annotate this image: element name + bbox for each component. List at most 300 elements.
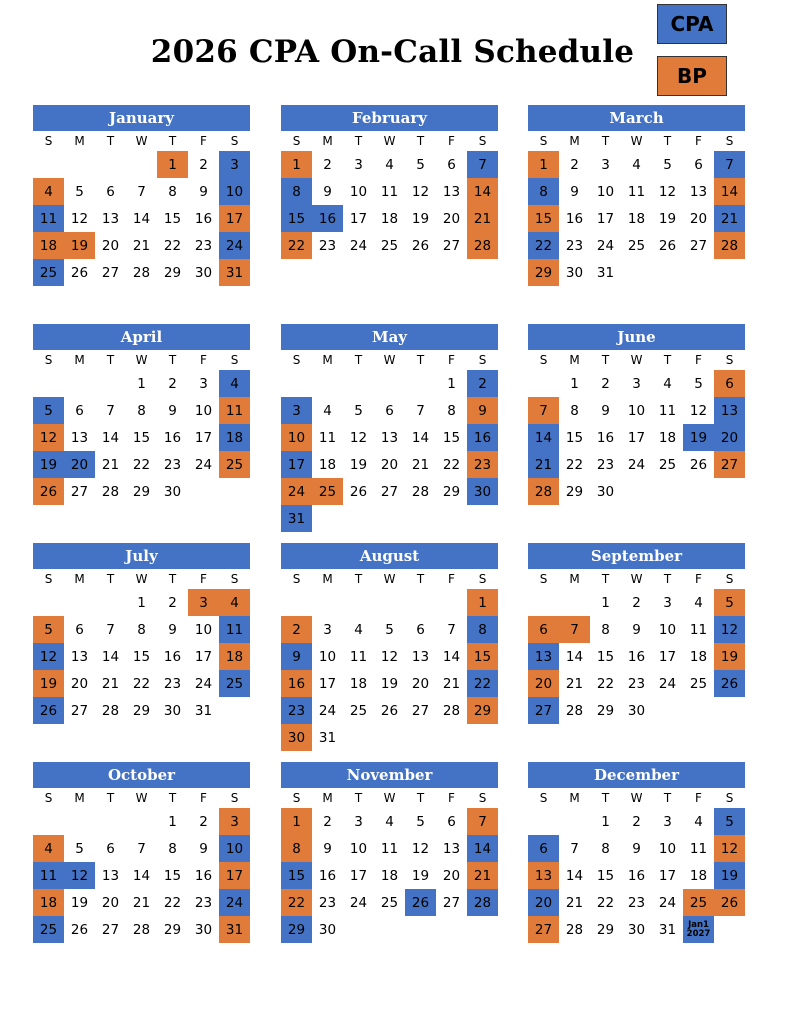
day-cell: 11 xyxy=(33,205,64,232)
day-cell: 28 xyxy=(528,478,559,505)
day-cell: 1 xyxy=(157,151,188,178)
day-cell: 18 xyxy=(689,648,708,665)
day-cell: 27 xyxy=(528,916,559,943)
day-cell: 16 xyxy=(467,424,498,451)
day-grid xyxy=(281,808,498,943)
day-cell: 20 xyxy=(442,867,461,884)
day-cell: 3 xyxy=(601,156,610,173)
day-cell: 12 xyxy=(411,840,430,857)
weekday-label: S xyxy=(539,572,548,586)
day-cell: 13 xyxy=(528,643,559,670)
day-cell: 5 xyxy=(416,156,425,173)
weekday-label: T xyxy=(106,572,115,586)
month-header: February xyxy=(281,105,498,131)
day-cell: 15 xyxy=(565,429,584,446)
weekday-label: W xyxy=(383,791,396,805)
day-cell: 3 xyxy=(199,375,208,392)
day-cell: 26 xyxy=(70,264,89,281)
day-cell: 14 xyxy=(101,648,120,665)
day-cell: 24 xyxy=(658,894,677,911)
next-year-day-cell xyxy=(683,916,714,943)
weekday-label: S xyxy=(292,572,301,586)
day-cell: 7 xyxy=(570,840,579,857)
weekday-label: S xyxy=(539,353,548,367)
weekday-label: T xyxy=(601,572,610,586)
legend-cpa-label: CPA xyxy=(670,12,714,36)
day-grid xyxy=(528,808,745,943)
weekday-label: W xyxy=(630,572,643,586)
day-cell: 25 xyxy=(33,916,64,943)
day-cell: 14 xyxy=(467,178,498,205)
weekday-label: S xyxy=(230,791,239,805)
day-cell: 1 xyxy=(528,151,559,178)
day-cell: 11 xyxy=(219,616,250,643)
day-cell: 25 xyxy=(219,451,250,478)
day-cell: 10 xyxy=(219,178,250,205)
day-cell: 23 xyxy=(194,237,213,254)
day-cell: 2 xyxy=(168,375,177,392)
day-cell: 30 xyxy=(596,483,615,500)
weekday-label: S xyxy=(539,134,548,148)
day-cell: 21 xyxy=(467,862,498,889)
day-cell: 28 xyxy=(467,889,498,916)
day-cell: 2 xyxy=(601,375,610,392)
legend-bp-label: BP xyxy=(677,64,707,88)
day-cell: 20 xyxy=(714,424,745,451)
day-cell: 3 xyxy=(354,156,363,173)
day-cell: 6 xyxy=(694,156,703,173)
day-cell: 11 xyxy=(689,621,708,638)
day-cell: 5 xyxy=(75,840,84,857)
day-cell: 21 xyxy=(565,894,584,911)
empty-day xyxy=(95,370,126,397)
weekday-label: S xyxy=(725,791,734,805)
weekday-row xyxy=(528,569,745,589)
day-cell: 1 xyxy=(570,375,579,392)
weekday-label: T xyxy=(106,791,115,805)
day-cell: 4 xyxy=(385,156,394,173)
day-cell: 24 xyxy=(219,232,250,259)
day-cell: 17 xyxy=(219,862,250,889)
day-cell: 9 xyxy=(168,621,177,638)
day-cell: 12 xyxy=(349,429,368,446)
day-cell: 10 xyxy=(194,621,213,638)
day-cell: 27 xyxy=(411,702,430,719)
empty-day xyxy=(33,589,64,616)
empty-day xyxy=(126,151,157,178)
empty-day xyxy=(126,808,157,835)
day-cell: 24 xyxy=(349,894,368,911)
day-cell: 8 xyxy=(281,835,312,862)
weekday-label: T xyxy=(168,572,177,586)
day-cell: 15 xyxy=(467,643,498,670)
day-grid xyxy=(281,151,498,259)
day-cell: 7 xyxy=(416,402,425,419)
day-cell: 30 xyxy=(194,921,213,938)
day-cell: 23 xyxy=(467,451,498,478)
day-cell: 23 xyxy=(627,675,646,692)
empty-day xyxy=(281,370,312,397)
day-cell: 3 xyxy=(323,621,332,638)
weekday-label: S xyxy=(44,134,53,148)
weekday-label: S xyxy=(230,572,239,586)
weekday-label: F xyxy=(200,353,207,367)
day-cell: 13 xyxy=(70,648,89,665)
day-cell: 10 xyxy=(627,402,646,419)
day-cell: 28 xyxy=(132,921,151,938)
day-cell: 7 xyxy=(467,808,498,835)
month-may xyxy=(281,324,498,532)
day-cell: 10 xyxy=(658,621,677,638)
day-cell: 15 xyxy=(163,867,182,884)
day-cell: 21 xyxy=(101,456,120,473)
day-grid xyxy=(528,370,745,505)
empty-day xyxy=(33,370,64,397)
empty-day xyxy=(281,589,312,616)
day-cell: 9 xyxy=(570,183,579,200)
day-cell: 8 xyxy=(467,616,498,643)
month-header: August xyxy=(281,543,498,569)
weekday-label: T xyxy=(416,791,425,805)
day-cell: 27 xyxy=(442,894,461,911)
day-cell: 19 xyxy=(683,424,714,451)
day-cell: 23 xyxy=(565,237,584,254)
day-cell: 12 xyxy=(411,183,430,200)
day-cell: 29 xyxy=(163,921,182,938)
day-cell: 4 xyxy=(354,621,363,638)
day-grid xyxy=(281,589,498,751)
day-cell: 14 xyxy=(132,867,151,884)
day-cell: 8 xyxy=(570,402,579,419)
weekday-label: M xyxy=(74,572,85,586)
weekday-label: S xyxy=(230,353,239,367)
weekday-label: S xyxy=(292,791,301,805)
day-cell: 5 xyxy=(714,589,745,616)
day-cell: 18 xyxy=(349,675,368,692)
day-cell: 21 xyxy=(411,456,430,473)
weekday-label: T xyxy=(168,791,177,805)
day-cell: 20 xyxy=(101,237,120,254)
day-cell: 6 xyxy=(106,840,115,857)
day-cell: 2 xyxy=(467,370,498,397)
day-cell: 13 xyxy=(528,862,559,889)
day-cell: 2 xyxy=(632,594,641,611)
month-april xyxy=(33,324,250,505)
day-cell: 14 xyxy=(442,648,461,665)
day-cell: 16 xyxy=(163,429,182,446)
day-cell: 23 xyxy=(281,697,312,724)
day-cell: 10 xyxy=(349,183,368,200)
day-cell: 9 xyxy=(601,402,610,419)
weekday-label: W xyxy=(135,791,148,805)
weekday-label: T xyxy=(106,353,115,367)
weekday-label: M xyxy=(322,134,333,148)
day-cell: 10 xyxy=(318,648,337,665)
day-cell: 18 xyxy=(33,889,64,916)
day-cell: 25 xyxy=(33,259,64,286)
day-cell: 15 xyxy=(596,648,615,665)
day-cell: 31 xyxy=(194,702,213,719)
day-cell: 28 xyxy=(467,232,498,259)
day-cell: 17 xyxy=(219,205,250,232)
weekday-row xyxy=(33,131,250,151)
day-grid xyxy=(33,808,250,943)
weekday-label: S xyxy=(44,791,53,805)
day-cell: 27 xyxy=(101,264,120,281)
day-cell: 12 xyxy=(64,862,95,889)
day-cell: 15 xyxy=(281,205,312,232)
day-cell: 31 xyxy=(281,505,312,532)
day-cell: 25 xyxy=(627,237,646,254)
day-cell: 24 xyxy=(627,456,646,473)
weekday-label: S xyxy=(478,572,487,586)
day-cell: 15 xyxy=(528,205,559,232)
day-cell: 9 xyxy=(632,840,641,857)
weekday-label: W xyxy=(135,134,148,148)
day-cell: 20 xyxy=(70,675,89,692)
day-cell: 7 xyxy=(106,621,115,638)
empty-day xyxy=(528,808,559,835)
day-cell: 19 xyxy=(411,210,430,227)
empty-day xyxy=(405,370,436,397)
weekday-label: M xyxy=(74,791,85,805)
day-cell: 11 xyxy=(219,397,250,424)
day-cell: 29 xyxy=(596,702,615,719)
day-cell: 29 xyxy=(163,264,182,281)
day-cell: 23 xyxy=(163,675,182,692)
day-cell: 22 xyxy=(132,456,151,473)
day-cell: 22 xyxy=(565,456,584,473)
day-cell: 13 xyxy=(380,429,399,446)
day-cell: 13 xyxy=(70,429,89,446)
day-cell: 22 xyxy=(596,894,615,911)
day-cell: 8 xyxy=(168,840,177,857)
day-cell: 14 xyxy=(101,429,120,446)
weekday-label: F xyxy=(695,572,702,586)
day-cell: 12 xyxy=(714,835,745,862)
day-cell: 2 xyxy=(632,813,641,830)
day-cell: 30 xyxy=(565,264,584,281)
day-cell: 19 xyxy=(33,670,64,697)
day-cell: 25 xyxy=(380,237,399,254)
day-cell: 18 xyxy=(658,429,677,446)
day-cell: 12 xyxy=(714,616,745,643)
weekday-label: F xyxy=(200,572,207,586)
weekday-row xyxy=(281,788,498,808)
day-cell: 29 xyxy=(596,921,615,938)
day-cell: 29 xyxy=(132,702,151,719)
day-cell: 3 xyxy=(188,589,219,616)
day-cell: 2 xyxy=(281,616,312,643)
month-header: September xyxy=(528,543,745,569)
day-cell: 22 xyxy=(596,675,615,692)
weekday-label: M xyxy=(569,572,580,586)
month-header: June xyxy=(528,324,745,350)
day-cell: 2 xyxy=(199,813,208,830)
weekday-label: T xyxy=(601,791,610,805)
day-cell: 26 xyxy=(33,697,64,724)
day-cell: 22 xyxy=(281,232,312,259)
day-cell: 15 xyxy=(132,648,151,665)
day-cell: 26 xyxy=(411,237,430,254)
weekday-label: T xyxy=(106,134,115,148)
day-cell: 30 xyxy=(467,478,498,505)
day-cell: 10 xyxy=(658,840,677,857)
day-cell: 26 xyxy=(714,889,745,916)
day-cell: 21 xyxy=(132,894,151,911)
day-cell: 4 xyxy=(33,178,64,205)
day-cell: 6 xyxy=(385,402,394,419)
empty-day xyxy=(95,151,126,178)
day-cell: 3 xyxy=(219,808,250,835)
day-cell: 28 xyxy=(442,702,461,719)
day-cell: 29 xyxy=(442,483,461,500)
weekday-row xyxy=(528,350,745,370)
day-cell: 5 xyxy=(354,402,363,419)
day-cell: 17 xyxy=(627,429,646,446)
empty-day xyxy=(64,808,95,835)
weekday-label: S xyxy=(44,353,53,367)
weekday-label: S xyxy=(230,134,239,148)
day-cell: 17 xyxy=(658,648,677,665)
day-cell: 7 xyxy=(106,402,115,419)
day-cell: 6 xyxy=(75,621,84,638)
day-cell: 12 xyxy=(380,648,399,665)
month-march xyxy=(528,105,745,286)
month-october xyxy=(33,762,250,943)
weekday-label: T xyxy=(601,134,610,148)
day-cell: 30 xyxy=(163,702,182,719)
day-cell: 12 xyxy=(70,210,89,227)
weekday-label: F xyxy=(448,134,455,148)
day-cell: 2 xyxy=(168,594,177,611)
day-cell: 18 xyxy=(380,867,399,884)
weekday-label: M xyxy=(74,134,85,148)
day-cell: 16 xyxy=(318,867,337,884)
day-cell: 27 xyxy=(714,451,745,478)
day-cell: 24 xyxy=(596,237,615,254)
day-cell: 14 xyxy=(714,178,745,205)
weekday-row xyxy=(528,131,745,151)
day-cell: 19 xyxy=(349,456,368,473)
weekday-label: S xyxy=(725,134,734,148)
day-cell: 6 xyxy=(447,813,456,830)
day-cell: 12 xyxy=(689,402,708,419)
day-cell: 6 xyxy=(528,616,559,643)
day-cell: 2 xyxy=(323,813,332,830)
weekday-label: W xyxy=(630,353,643,367)
day-cell: 17 xyxy=(596,210,615,227)
page-title: 2026 CPA On-Call Schedule xyxy=(150,34,635,70)
empty-day xyxy=(95,808,126,835)
weekday-row xyxy=(281,131,498,151)
weekday-label: T xyxy=(354,134,363,148)
weekday-label: M xyxy=(322,572,333,586)
day-cell: 20 xyxy=(442,210,461,227)
day-cell: 3 xyxy=(281,397,312,424)
day-cell: 9 xyxy=(168,402,177,419)
weekday-label: T xyxy=(601,353,610,367)
day-cell: 8 xyxy=(168,183,177,200)
day-cell: 31 xyxy=(318,729,337,746)
day-cell: 21 xyxy=(714,205,745,232)
day-cell: 19 xyxy=(70,894,89,911)
day-cell: 21 xyxy=(528,451,559,478)
day-cell: 13 xyxy=(101,210,120,227)
day-cell: 8 xyxy=(137,621,146,638)
weekday-label: W xyxy=(630,791,643,805)
day-cell: 21 xyxy=(101,675,120,692)
day-cell: 23 xyxy=(163,456,182,473)
day-cell: 15 xyxy=(442,429,461,446)
month-header: October xyxy=(33,762,250,788)
day-cell: 13 xyxy=(714,397,745,424)
day-cell: 27 xyxy=(70,702,89,719)
day-cell: 7 xyxy=(528,397,559,424)
weekday-label: F xyxy=(448,572,455,586)
weekday-label: M xyxy=(569,353,580,367)
empty-day xyxy=(33,151,64,178)
day-cell: 28 xyxy=(132,264,151,281)
day-cell: 4 xyxy=(663,375,672,392)
weekday-label: W xyxy=(383,134,396,148)
day-cell: 17 xyxy=(349,867,368,884)
day-cell: 21 xyxy=(132,237,151,254)
weekday-label: T xyxy=(168,353,177,367)
day-cell: 27 xyxy=(442,237,461,254)
day-cell: 30 xyxy=(627,921,646,938)
day-cell: 25 xyxy=(683,889,714,916)
day-cell: 12 xyxy=(33,643,64,670)
month-header: March xyxy=(528,105,745,131)
day-cell: 8 xyxy=(281,178,312,205)
day-cell: 16 xyxy=(596,429,615,446)
day-cell: 3 xyxy=(354,813,363,830)
day-cell: 20 xyxy=(64,451,95,478)
weekday-row xyxy=(33,569,250,589)
day-cell: 16 xyxy=(194,210,213,227)
day-cell: 10 xyxy=(281,424,312,451)
legend-cpa xyxy=(657,4,727,44)
empty-day xyxy=(64,589,95,616)
day-cell: 6 xyxy=(714,370,745,397)
day-cell: 28 xyxy=(565,921,584,938)
empty-day xyxy=(436,589,467,616)
day-cell: 19 xyxy=(33,451,64,478)
day-cell: 1 xyxy=(601,594,610,611)
day-cell: 27 xyxy=(70,483,89,500)
weekday-label: T xyxy=(354,353,363,367)
weekday-label: T xyxy=(416,572,425,586)
day-cell: 20 xyxy=(689,210,708,227)
day-cell: 4 xyxy=(33,835,64,862)
day-cell: 19 xyxy=(380,675,399,692)
day-cell: 17 xyxy=(349,210,368,227)
day-cell: 9 xyxy=(323,840,332,857)
day-cell: 3 xyxy=(663,813,672,830)
day-cell: 30 xyxy=(627,702,646,719)
empty-day xyxy=(343,370,374,397)
day-cell: 5 xyxy=(663,156,672,173)
empty-day xyxy=(528,370,559,397)
weekday-label: T xyxy=(354,572,363,586)
day-cell: 20 xyxy=(411,675,430,692)
day-cell: 26 xyxy=(380,702,399,719)
day-cell: 2 xyxy=(570,156,579,173)
day-cell: 25 xyxy=(380,894,399,911)
day-cell: 28 xyxy=(565,702,584,719)
day-cell: 18 xyxy=(627,210,646,227)
